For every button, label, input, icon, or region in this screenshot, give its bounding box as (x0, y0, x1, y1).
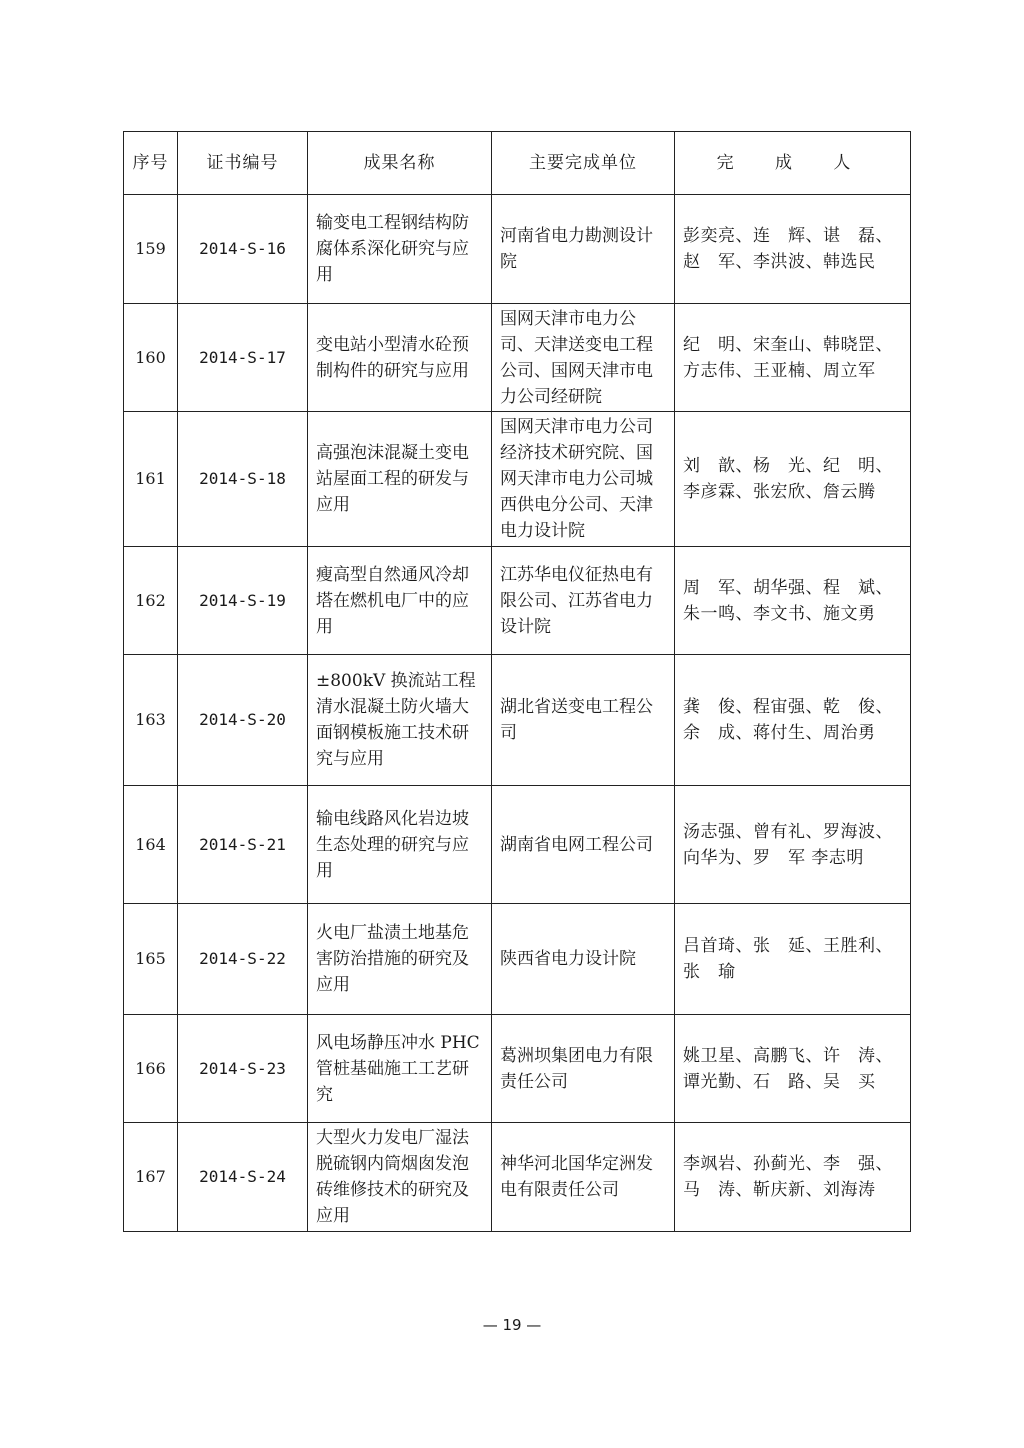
header-cert: 证书编号 (178, 132, 308, 195)
table-row (124, 412, 911, 547)
row-people: 吕首琦、张 延、王胜利、张 瑜 (675, 904, 911, 1015)
header-name: 成果名称 (308, 132, 492, 195)
row-name: 火电厂盐渍土地基危害防治措施的研究及应用 (308, 904, 492, 1015)
row-unit: 湖南省电网工程公司 (492, 786, 675, 904)
table-row (124, 304, 911, 412)
table-row (124, 655, 911, 786)
row-people: 纪 明、宋奎山、韩晓罡、方志伟、王亚楠、周立军 (675, 304, 911, 412)
row-cert: 2014-S-18 (178, 412, 308, 547)
row-unit: 江苏华电仪征热电有限公司、江苏省电力设计院 (492, 547, 675, 655)
row-seq: 160 (124, 304, 178, 412)
awards-table (123, 131, 911, 1232)
row-people: 彭奕亮、连 辉、谌 磊、赵 军、李洪波、韩选民 (675, 195, 911, 304)
row-name: ±800kV 换流站工程清水混凝土防火墙大面钢模板施工技术研究与应用 (308, 655, 492, 786)
row-cert: 2014-S-23 (178, 1015, 308, 1123)
row-unit: 湖北省送变电工程公司 (492, 655, 675, 786)
table-row (124, 1123, 911, 1232)
row-seq: 164 (124, 786, 178, 904)
row-seq: 161 (124, 412, 178, 547)
row-people: 刘 歆、杨 光、纪 明、李彦霖、张宏欣、詹云腾 (675, 412, 911, 547)
table-row (124, 1015, 911, 1123)
table-row (124, 786, 911, 904)
row-people: 汤志强、曾有礼、罗海波、向华为、罗 军 李志明 (675, 786, 911, 904)
row-name: 输电线路风化岩边坡生态处理的研究与应用 (308, 786, 492, 904)
row-cert: 2014-S-19 (178, 547, 308, 655)
row-unit: 葛洲坝集团电力有限责任公司 (492, 1015, 675, 1123)
row-unit: 国网天津市电力公司经济技术研究院、国网天津市电力公司城西供电分公司、天津电力设计院 (492, 412, 675, 547)
page-number: — 19 — (482, 1316, 542, 1334)
row-people: 周 军、胡华强、程 斌、朱一鸣、李文书、施文勇 (675, 547, 911, 655)
row-people: 龚 俊、程宙强、乾 俊、余 成、蒋付生、周治勇 (675, 655, 911, 786)
row-cert: 2014-S-24 (178, 1123, 308, 1232)
row-cert: 2014-S-16 (178, 195, 308, 304)
row-unit: 神华河北国华定洲发电有限责任公司 (492, 1123, 675, 1232)
row-cert: 2014-S-17 (178, 304, 308, 412)
row-seq: 167 (124, 1123, 178, 1232)
row-name: 风电场静压冲水 PHC 管桩基础施工工艺研究 (308, 1015, 492, 1123)
header-people (675, 132, 911, 195)
header-people-label: 完 成 人 (716, 153, 869, 173)
row-seq: 165 (124, 904, 178, 1015)
row-seq: 163 (124, 655, 178, 786)
row-unit: 河南省电力勘测设计院 (492, 195, 675, 304)
row-name: 变电站小型清水砼预制构件的研究与应用 (308, 304, 492, 412)
row-unit: 陕西省电力设计院 (492, 904, 675, 1015)
row-cert: 2014-S-21 (178, 786, 308, 904)
row-cert: 2014-S-20 (178, 655, 308, 786)
row-seq: 162 (124, 547, 178, 655)
table-row (124, 904, 911, 1015)
row-name: 高强泡沫混凝土变电站屋面工程的研发与应用 (308, 412, 492, 547)
row-name: 瘦高型自然通风冷却塔在燃机电厂中的应用 (308, 547, 492, 655)
table-row (124, 547, 911, 655)
table-header-row (124, 132, 911, 195)
row-name: 输变电工程钢结构防腐体系深化研究与应用 (308, 195, 492, 304)
header-seq: 序号 (124, 132, 178, 195)
table-row (124, 195, 911, 304)
row-seq: 166 (124, 1015, 178, 1123)
row-unit: 国网天津市电力公司、天津送变电工程公司、国网天津市电力公司经研院 (492, 304, 675, 412)
header-unit: 主要完成单位 (492, 132, 675, 195)
row-name: 大型火力发电厂湿法脱硫钢内筒烟囱发泡砖维修技术的研究及应用 (308, 1123, 492, 1232)
row-people: 姚卫星、高鹏飞、许 涛、谭光勤、石 路、吴 买 (675, 1015, 911, 1123)
row-people: 李飒岩、孙蓟光、李 强、马 涛、靳庆新、刘海涛 (675, 1123, 911, 1232)
row-cert: 2014-S-22 (178, 904, 308, 1015)
row-seq: 159 (124, 195, 178, 304)
